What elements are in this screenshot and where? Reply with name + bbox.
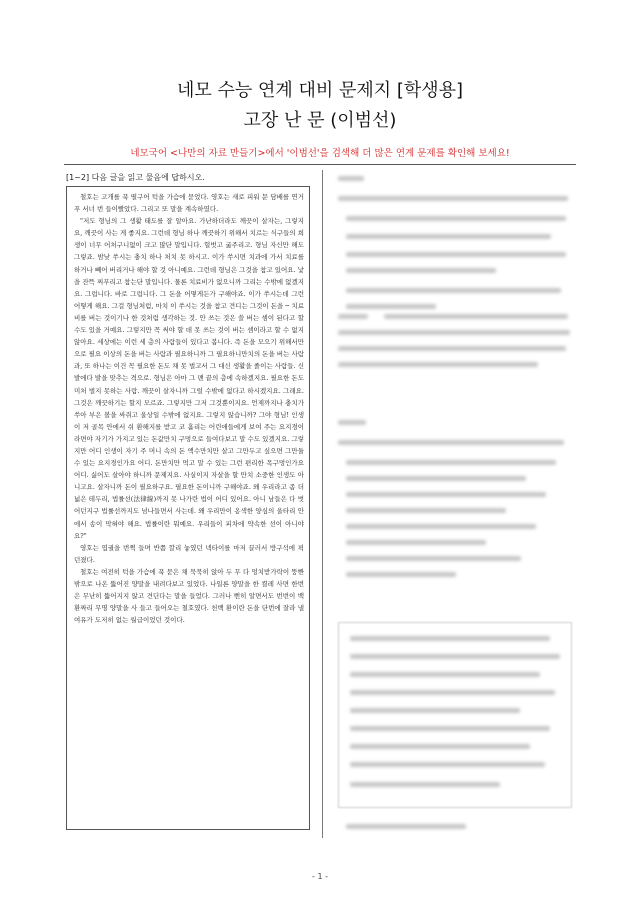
blurred-text-line <box>384 314 568 319</box>
blurred-text-line <box>346 234 551 239</box>
blurred-text-line <box>346 268 496 273</box>
blurred-text-line <box>346 556 521 561</box>
blurred-text-line <box>350 690 555 695</box>
blurred-text-line <box>346 216 566 221</box>
blurred-question-number <box>338 314 368 319</box>
blurred-text-line <box>350 636 550 641</box>
blurred-text-line <box>346 252 566 257</box>
blurred-text-line <box>338 196 568 201</box>
blurred-text-line <box>346 524 536 529</box>
blurred-question-number <box>338 176 364 181</box>
blurred-text-line <box>346 492 546 497</box>
blurred-text-line <box>346 304 436 309</box>
question-instruction: [1~2] 다음 글을 읽고 물음에 답하시오. <box>66 173 205 182</box>
blurred-text-line <box>350 744 530 749</box>
passage-box <box>66 186 310 830</box>
header-divider <box>64 164 576 165</box>
page-number: - 1 - <box>312 872 328 881</box>
blurred-text-line <box>350 726 550 731</box>
blurred-text-line <box>338 346 566 351</box>
blurred-text-line <box>346 572 456 577</box>
page-title: 네모 수능 연계 대비 문제지 [학생용] <box>176 80 464 101</box>
blurred-text-line <box>346 460 556 465</box>
blurred-text-line <box>346 508 506 513</box>
passage-text <box>74 191 304 626</box>
work-subtitle: 고장 난 문 (이범선) <box>243 110 397 131</box>
blurred-text-line <box>350 782 500 787</box>
blurred-text-line <box>346 288 561 293</box>
blurred-questions-column <box>334 170 576 838</box>
blurred-text-line <box>338 362 538 367</box>
promo-text: 네모국어 <나만의 자료 만들기>에서 '이범선'을 검색해 더 많은 연계 문제를 확인해 보세요! <box>130 148 510 159</box>
blurred-text-line <box>350 708 520 713</box>
passage-paragraph: 철호는 여전히 턱을 가슴에 푹 묻은 채 묵묵히 앉아 두 무 다 엉치받가락이 뚱빤 밖으로 나온 뚫어진 양말을 내려다보고 있었다. 나일론 양말을 한 켤레 사면 한번은 무난히 뚫어지지 않고 견딘다는 말을 들었다. 그러나 뻔히 알면서도 번번이 백 환짜리 무명 양말을 사 들고 들어오는 철호였다. 천백 환이란 돈을 단번에 잘라 낼 여유가 도저히 없는 월급이었던 것이다. <box>74 567 304 625</box>
blurred-choice-box <box>338 622 572 808</box>
blurred-text-line <box>346 824 466 829</box>
passage-paragraph: 철호는 고개를 푹 떨구어 턱을 가슴에 묻었다. 영호는 새로 피워 문 담배를 연거푸 서너 번 들이빨았다. 그리고 또 말을 계속하였다. <box>74 193 304 214</box>
blurred-text-line <box>338 440 564 445</box>
blurred-text-line <box>346 476 526 481</box>
blurred-text-line <box>350 672 540 677</box>
blurred-question-number <box>338 420 366 425</box>
column-divider <box>322 170 323 838</box>
passage-paragraph: "저도 형님의 그 생활 태도를 잘 알아요. 가난하더라도 깨끗이 살자는, 그렇지요, 깨끗이 사는 게 좋지요. 그런데 형님 하나 깨끗하기 위해서 치르는 식구들의 희생이 너무 어처구니없이 크고 많단 말입니다. 헐벗고 굶주리고. 형님 자신만 해도 그렇죠. 밤낮 쑤시는 충치 하나 처치 못 하시고. 이가 쑤시면 치과에 가서 치료를 하거나 빼어 버리거나 해야 할 것 아니예요. 그런데 형님은 그것을 참고 있어요. 낯을 잔뜩 찌푸리고 참는단 말입니다. 물론 치료비가 없으니까 그리는 수밖에 없겠지요. 그럽니다. 바로 그럽니다. 그 돈을 어떻게든가 구해야죠. 이가 쑤시는데 그런 어떻게 해요. 그걸 형님처럼, 마치 이 쑤시는 것을 참고 견디는 그것이 돈을 ─ 치료비를 버는 것이기나 한 것처럼 생각하는 것. 안 쓰는 것은 쓸 버는 셈이 된다고 할 수도 있을 거예요. 그렇지만 꼭 써야 할 데 못 쓰는 것이 버는 셈이라고 할 수 없지 않아요. 세상에는 이런 세 층의 사람들이 있다고 봅니다. 즉 돈을 모으기 위해서만으로 필요 이상의 돈을 버는 사람과 필요하니까 그 필요하니만치의 돈을 버는 사람과, 또 하나는 이건 꼭 필요한 돈도 채 못 벌고서 그 대신 생활을 졸이는 사람들. 신발에다 발을 맞추는 격으로. 형님은 아마 그 맨 끝의 층에 속하겠지요. 필요한 돈도 미처 벌지 못하는 사람. 깨끗이 살자니까 그럴 수밖에 없다고 하시겠지요. 그래요. 그것은 깨끗하기는 할지 모르죠. 그렇지만 그저 그것뿐이지요. 언제까지나 충치가 쑤아 부은 볼을 싸쥐고 울상일 수밖에 없지요. 그렇지 않습니까? 그야 형님! 인생이 저 골목 안에서 쉬 환해지를 받고 코 흘리는 어린애들에게 보여 주는 요지경이라면야 자기가 가지고 있는 돈값만치 구멍으로 들여다보고 말 수도 있겠지요. 그렇지만 어디 인생이 자기 주 머니 속의 돈 액수만치만 살고 그만두고 싶으면 그만둘 수 있는 요지경인가요 어디. 돈만치만 먹고 말 수 있는 그런 편리한 목구멍인가요 어디. 싫어도 살아야 하니까 문제지요. 사실이지 자살을 할 만치 소중한 인생도 아니고요. 살자니까 돈이 필요하구요. 필요한 돈이니까 구해야죠. 왜 우리라고 좀 더 넓은 테두리, 법률선(法律線)까지 못 나가란 법이 어디 있어요. 아니 남들은 다 벗어던지구 법률선까지도 넘나들면서 사는데. 왜 우리만이 옹색한 양심의 울타리 안 에서 송이 막혀야 해요. 법률이란 뭐예요. 우리들이 피차에 약속한 선이 아니야요?" <box>74 217 304 540</box>
blurred-text-line <box>338 330 570 335</box>
blurred-text-line <box>350 654 560 659</box>
passage-paragraph: 영호는 엽궐을 번쩍 들며 반쯤 깔리 놓였던 넥타이를 마저 끌러서 방구석에 픽 던졌다. <box>74 543 304 564</box>
blurred-text-line <box>346 540 486 545</box>
blurred-text-line <box>350 762 545 767</box>
